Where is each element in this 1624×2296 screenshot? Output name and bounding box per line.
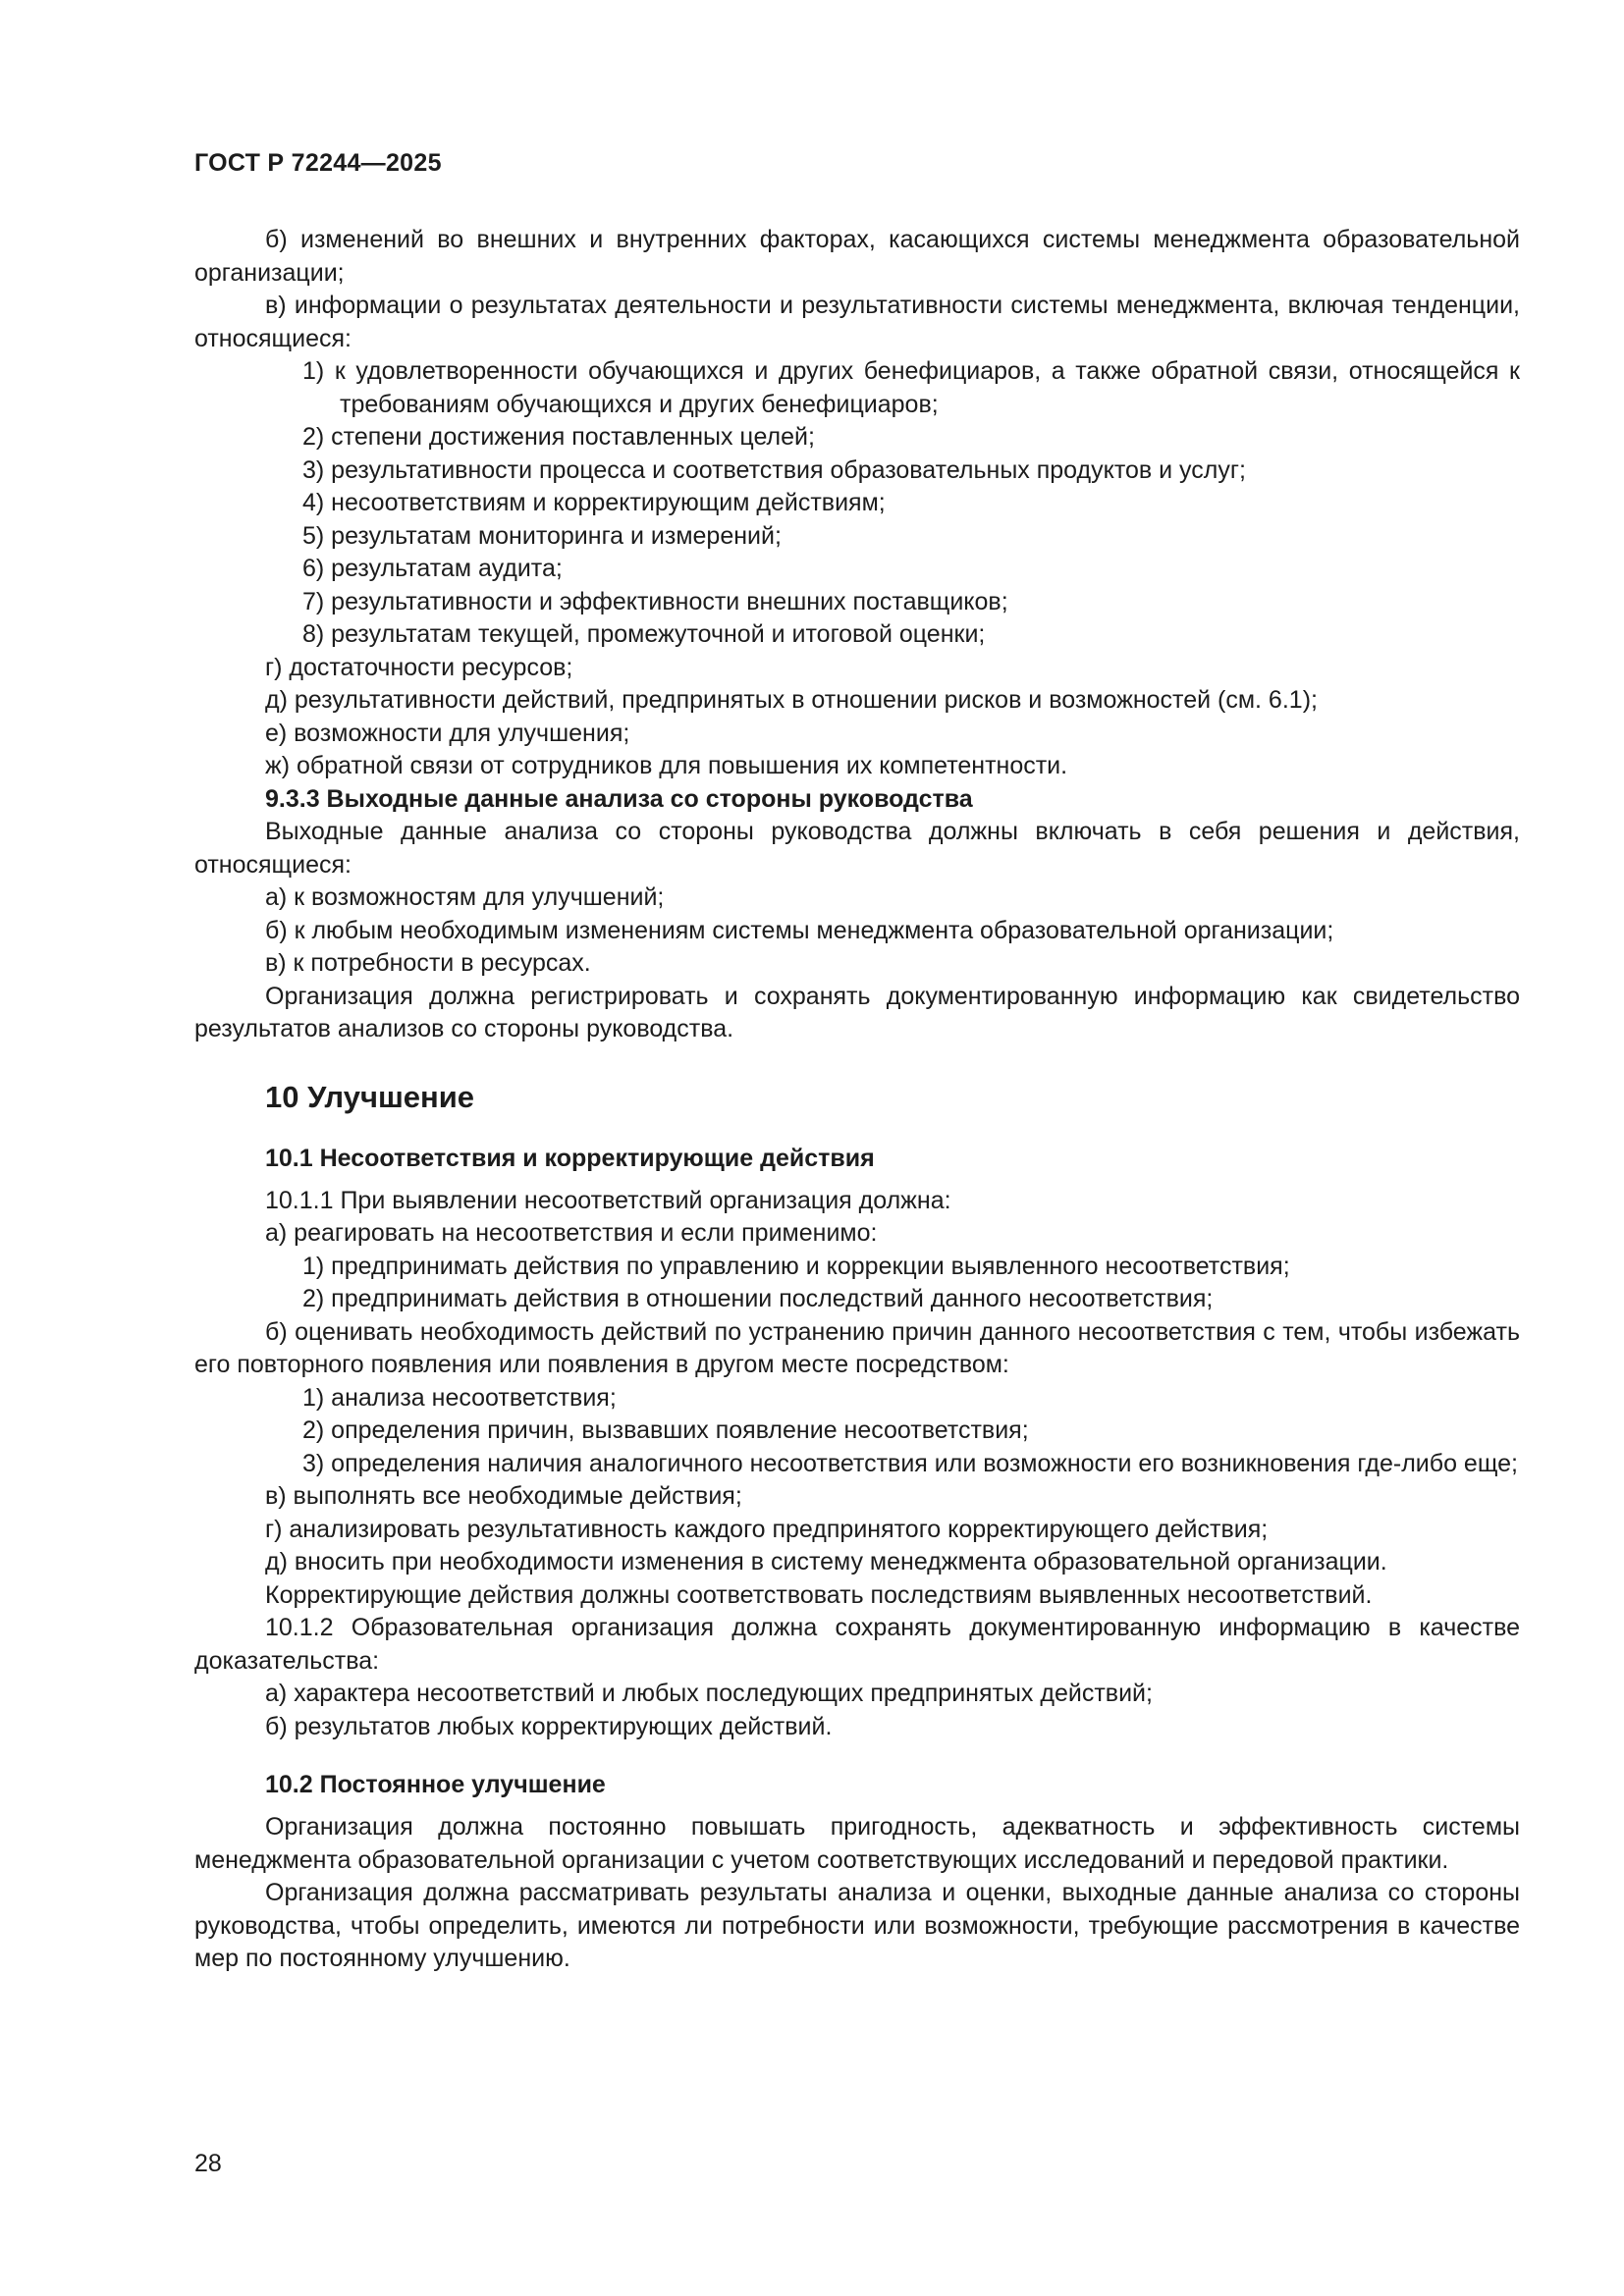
paragraph-9-3-3-records: Организация должна регистрировать и сохранять документированную информацию как свидетельство результатов анализов со стороны руководства. bbox=[194, 982, 1520, 1042]
section-heading-10: 10 Улучшение bbox=[265, 1079, 475, 1114]
paragraph-10-1-1: 10.1.1 При выявлении несоответствий организация должна: bbox=[265, 1186, 951, 1214]
sub-item-1-analysis: 1) анализа несоответствия; bbox=[302, 1383, 617, 1412]
sub-item-8-assessment: 8) результатам текущей, промежуточной и итоговой оценки; bbox=[302, 620, 986, 648]
sub-item-3-process: 3) результативности процесса и соответствия образовательных продуктов и услуг; bbox=[302, 455, 1246, 484]
list-item-g-resources: г) достаточности ресурсов; bbox=[265, 653, 573, 681]
list-item-a-nature: а) характера несоответствий и любых последующих предпринятых действий; bbox=[265, 1680, 1153, 1707]
paragraph-9-3-3-intro: Выходные данные анализа со стороны руководства должны включать в себя решения и действия, относящиеся: bbox=[194, 818, 1520, 879]
sub-item-2-goals: 2) степени достижения поставленных целей; bbox=[302, 423, 815, 451]
list-item-e-improvement: е) возможности для улучшения; bbox=[265, 719, 630, 747]
list-item-d-changes: д) вносить при необходимости изменения в систему менеджмента образовательной организации. bbox=[265, 1548, 1387, 1575]
list-item-v-resource-needs: в) к потребности в ресурсах. bbox=[265, 949, 591, 977]
sub-item-4-nonconformities: 4) несоответствиям и корректирующим действиям; bbox=[302, 489, 886, 516]
list-item-b-system-changes: б) к любым необходимым изменениям системы менеджмента образовательной организации; bbox=[265, 916, 1334, 944]
paragraph-10-2-second: Организация должна рассматривать результаты анализа и оценки, выходные данные анализа со стороны руководства, чтобы определить, имеются ли потребности или возможности, требующие рассмотрения в качестве мер по постоянному улучшению. bbox=[194, 1879, 1520, 1972]
list-item-b-evaluate: б) оценивать необходимость действий по устранению причин данного несоответствия с тем, чтобы избежать его повторного появления или появления в другом месте посредством: bbox=[194, 1317, 1520, 1378]
sub-item-2-causes: 2) определения причин, вызвавших появление несоответствия; bbox=[302, 1416, 1029, 1444]
sub-item-7-suppliers: 7) результативности и эффективности внешних поставщиков; bbox=[302, 587, 1008, 615]
sub-item-1-control: 1) предпринимать действия по управлению и коррекции выявленного несоответствия; bbox=[302, 1252, 1290, 1280]
document-code: ГОСТ Р 72244—2025 bbox=[194, 149, 442, 177]
paragraph-10-1-2: 10.1.2 Образовательная организация должна сохранять документированную информацию в качестве доказательства: bbox=[194, 1614, 1520, 1675]
sub-item-6-audit: 6) результатам аудита; bbox=[302, 555, 563, 582]
list-item-b-changes: б) изменений во внешних и внутренних факторах, касающихся системы менеджмента образовательной организации; bbox=[194, 226, 1520, 287]
sub-item-5-monitoring: 5) результатам мониторинга и измерений; bbox=[302, 521, 782, 550]
list-item-b-results: б) результатов любых корректирующих действий. bbox=[265, 1712, 833, 1740]
list-item-v-actions: в) выполнять все необходимые действия; bbox=[265, 1482, 742, 1510]
paragraph-10-2-first: Организация должна постоянно повышать пригодность, адекватность и эффективность системы менеджмента образовательной организации с учетом соответствующих исследований и передовой практики. bbox=[194, 1813, 1520, 1874]
list-item-zh-feedback: ж) обратной связи от сотрудников для повышения их компетентности. bbox=[265, 752, 1068, 779]
document-body bbox=[194, 224, 1520, 1976]
page-number: 28 bbox=[194, 2150, 222, 2177]
paragraph-corrective-actions: Корректирующие действия должны соответствовать последствиям выявленных несоответствий. bbox=[265, 1580, 1373, 1609]
sub-item-1-satisfaction: 1) к удовлетворенности обучающихся и других бенефициаров, а также обратной связи, относящейся к требованиям обучающихся и других бенефициаров; bbox=[302, 357, 1520, 418]
list-item-a-react: а) реагировать на несоответствия и если применимо: bbox=[265, 1219, 878, 1247]
sub-item-2-consequences: 2) предпринимать действия в отношении последствий данного несоответствия; bbox=[302, 1285, 1214, 1312]
list-item-d-risks: д) результативности действий, предпринятых в отношении рисков и возможностей (см. 6.1); bbox=[265, 686, 1318, 714]
section-heading-9-3-3: 9.3.3 Выходные данные анализа со стороны руководства bbox=[265, 784, 973, 813]
section-heading-10-1: 10.1 Несоответствия и корректирующие действия bbox=[265, 1144, 875, 1172]
sub-item-3-similar: 3) определения наличия аналогичного несоответствия или возможности его возникновения где-либо еще; bbox=[302, 1449, 1518, 1477]
list-item-a-opportunities: а) к возможностям для улучшений; bbox=[265, 883, 665, 911]
list-item-g-review: г) анализировать результативность каждого предпринятого корректирующего действия; bbox=[265, 1515, 1269, 1543]
list-item-v-information: в) информации о результатах деятельности и результативности системы менеджмента, включая тенденции, относящиеся: bbox=[194, 292, 1520, 352]
section-heading-10-2: 10.2 Постоянное улучшение bbox=[265, 1771, 606, 1798]
